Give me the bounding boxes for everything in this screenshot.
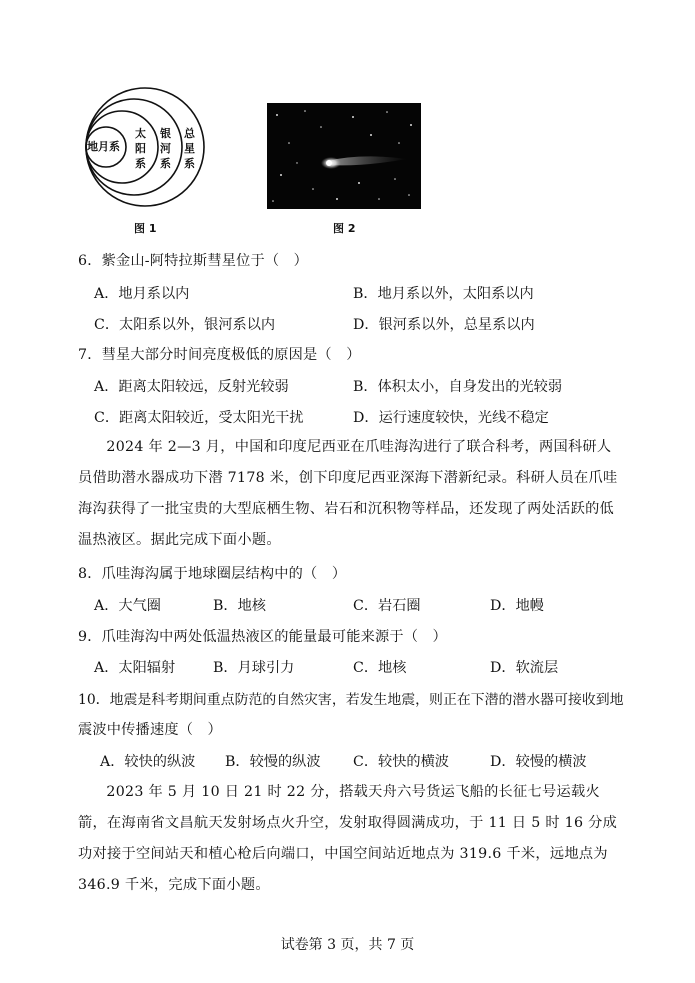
- question-8-stem: 8．爪哇海沟属于地球圈层结构中的（ ）: [78, 566, 347, 582]
- question-8-option-d: D．地幔: [490, 598, 544, 614]
- ring-label-earth-moon-system: 地月系: [87, 140, 120, 153]
- question-9-option-a: A．太阳辐射: [94, 660, 176, 676]
- question-7-option-b: B．体积太小，自身发出的光较弱: [353, 379, 563, 395]
- figure-2-caption: 图 2: [333, 222, 356, 235]
- passage-1-text: 2024 年 2—3 月，中国和印度尼西亚在爪哇海沟进行了联合科考，两国科研人员借助潜水器成功下潜 7178 米，创下印度尼西亚深海下潜新纪录。科研人员在爪哇海沟获得了一批宝贵的大型底栖生物、岩石和沉积物等样品，还发现了两处活跃的低温热液区。据此完成下面小题。: [78, 439, 618, 548]
- question-10-option-a: A．较快的纵波: [100, 754, 196, 770]
- question-8-option-a: A．大气圈: [94, 598, 161, 614]
- question-8-option-c: C．岩石圈: [353, 598, 421, 614]
- question-6-stem: 6．紫金山-阿特拉斯彗星位于（ ）: [78, 253, 309, 269]
- question-7-option-c: C．距离太阳较近，受太阳光干扰: [94, 410, 304, 426]
- reading-passage-java-trench: [78, 432, 623, 556]
- question-6-option-c: C．太阳系以外，银河系以内: [94, 317, 276, 333]
- question-7-option-d: D．运行速度较快，光线不稳定: [353, 410, 549, 426]
- page-footer: 试卷第 3 页，共 7 页: [280, 937, 415, 953]
- figure-2-comet-photo: [267, 103, 421, 209]
- question-7-option-a: A．距离太阳较远，反射光较弱: [94, 379, 289, 395]
- question-10-stem-line-1: 10．地震是科考期间重点防范的自然灾害，若发生地震，则正在下潜的潜水器可接收到地: [78, 692, 624, 708]
- reading-passage-tianzhou-6: [78, 777, 623, 901]
- question-9-option-c: C．地核: [353, 660, 407, 676]
- figure-1-caption: 图 1: [134, 222, 157, 235]
- question-10-option-c: C．较快的横波: [353, 754, 449, 770]
- question-10-option-b: B．较慢的纵波: [225, 754, 321, 770]
- question-6-option-a: A．地月系以内: [94, 286, 190, 302]
- question-7-stem: 7．彗星大部分时间亮度极低的原因是（ ）: [78, 347, 361, 363]
- question-6-option-d: D．银河系以外，总星系以内: [353, 317, 535, 333]
- question-9-stem: 9．爪哇海沟中两处低温热液区的能量最可能来源于（ ）: [78, 629, 447, 645]
- question-6-option-b: B．地月系以外，太阳系以内: [353, 286, 534, 302]
- ring-label-solar-system: 太阳系: [135, 127, 146, 170]
- question-8-option-b: B．地核: [213, 598, 266, 614]
- question-9-option-b: B．月球引力: [213, 660, 295, 676]
- ring-label-milky-way: 银河系: [160, 127, 171, 170]
- question-9-option-d: D．软流层: [490, 660, 559, 676]
- question-10-stem-line-2: 震波中传播速度（ ）: [78, 722, 222, 738]
- ring-label-total-galaxies: 总星系: [184, 127, 195, 170]
- question-10-option-d: D．较慢的横波: [490, 754, 587, 770]
- passage-2-text: 2023 年 5 月 10 日 21 时 22 分，搭载天舟六号货运飞船的长征七号运载火箭，在海南省文昌航天发射场点火升空，发射取得圆满成功，于 11 日 5 时 16 分成功对接于空间站天和植心枪后向端口，中国空间站近地点为 319.6 千米，远地点为 346.9 千米，完成下面小题。: [78, 784, 618, 893]
